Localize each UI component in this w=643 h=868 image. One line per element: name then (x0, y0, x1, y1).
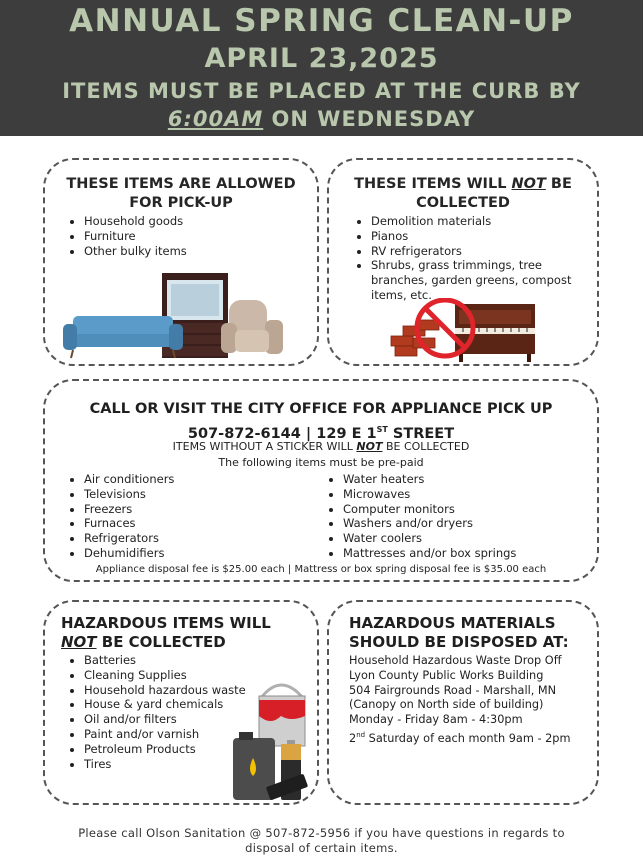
list-item: • Dehumidifiers (84, 546, 324, 561)
curb-notice-line1: ITEMS MUST BE PLACED AT THE CURB BY (62, 79, 581, 103)
disposal-building: Lyon County Public Works Building (349, 668, 544, 682)
title-not: NOT (511, 176, 546, 192)
hours-text: Saturday of each month 9am - 2pm (365, 731, 571, 745)
no-symbol-piano-bricks-icon (389, 298, 549, 364)
title-not: NOT (61, 633, 97, 651)
list-item: • RV refrigerators (371, 244, 597, 259)
city-phone: 507-872-6144 (187, 425, 301, 442)
allowed-list (67, 214, 314, 258)
address-text: 129 E 1 (316, 425, 377, 442)
list-item: • Cleaning Supplies (84, 668, 274, 683)
not-collected-title-line2: COLLECTED (416, 195, 510, 211)
hours-sup: nd (356, 730, 366, 739)
disposal-canopy-note: (Canopy on North side of building) (349, 698, 544, 712)
not-collected-title-line1 (329, 175, 597, 194)
list-item: • Oil and/or filters (84, 712, 274, 727)
allowed-title-line2: FOR PICK-UP (129, 195, 233, 211)
warning-text: ITEMS WITHOUT A STICKER WILL (172, 440, 357, 453)
list-item: • Mattresses and/or box springs (343, 546, 603, 561)
curb-time: 6:00AM (167, 107, 264, 131)
curb-notice-line2 (0, 106, 643, 132)
disposal-weekday-hours: Monday - Friday 8am - 4:30pm (349, 713, 523, 727)
hours-text: 2 (349, 731, 357, 745)
list-item: • Household goods (84, 214, 314, 229)
appliance-list-right (326, 472, 603, 561)
footer-note (0, 826, 643, 856)
prepaid-note: The following items must be pre-paid (218, 456, 424, 469)
list-item: • Furniture (84, 229, 314, 244)
event-date: APRIL 23,2025 (204, 43, 439, 74)
list-item: • Paint and/or varnish (84, 727, 274, 742)
allowed-items-box (43, 158, 319, 366)
allowed-title-line1: THESE ITEMS ARE ALLOWED (66, 176, 296, 192)
list-item: • House & yard chemicals (84, 697, 274, 712)
list-item: • Water heaters (343, 472, 603, 487)
list-item: • Shrubs, grass trimmings, tree branches, garden greens, compost items, etc. (371, 258, 597, 302)
disposal-facility: Household Hazardous Waste Drop Off (349, 654, 562, 667)
appliance-list-left (67, 472, 324, 561)
list-item: • Household hazardous waste (84, 683, 274, 698)
address-sup: ST (376, 425, 388, 434)
list-item: • Computer monitors (343, 502, 603, 517)
footer-line1: Please call Olson Sanitation @ 507-872-5956 if you have questions in regards to (78, 826, 565, 840)
list-item: • Televisions (84, 487, 324, 502)
list-item: • Refrigerators (84, 531, 324, 546)
warning-not: NOT (356, 440, 383, 453)
hazardous-containers-icon (231, 676, 321, 804)
title-text: BE (545, 176, 572, 192)
disposal-fee-note: Appliance disposal fee is $25.00 each | Mattress or box spring disposal fee is $35.00 each (95, 564, 547, 575)
disposal-title-line2: SHOULD BE DISPOSED AT: (349, 633, 569, 651)
header-banner (0, 0, 643, 136)
footer-line2: disposal of certain items. (245, 841, 398, 855)
separator: | (305, 425, 312, 442)
disposal-saturday-hours (349, 728, 570, 747)
page-title: ANNUAL SPRING CLEAN-UP (69, 3, 574, 39)
sticker-warning (45, 440, 597, 454)
address-text: STREET (387, 425, 455, 442)
curb-day: ON WEDNESDAY (263, 107, 476, 131)
list-item: • Tires (84, 757, 274, 772)
list-item: • Air conditioners (84, 472, 324, 487)
title-text: BE COLLECTED (96, 633, 226, 651)
list-item: • Pianos (371, 229, 597, 244)
disposal-location-box (327, 600, 599, 805)
list-item: • Freezers (84, 502, 324, 517)
warning-text: BE COLLECTED (382, 440, 470, 453)
list-item: • Water coolers (343, 531, 603, 546)
not-collected-box (327, 158, 599, 366)
title-text: THESE ITEMS WILL (354, 176, 512, 192)
not-collected-list (354, 214, 597, 303)
list-item: • Other bulky items (84, 244, 314, 259)
appliance-title: CALL OR VISIT THE CITY OFFICE FOR APPLIANCE PICK UP (89, 401, 553, 417)
list-item: • Demolition materials (371, 214, 597, 229)
list-item: • Microwaves (343, 487, 603, 502)
disposal-details (349, 654, 570, 747)
furniture-illustration-icon (59, 268, 299, 363)
appliance-pickup-box (43, 379, 599, 582)
disposal-title-line1: HAZARDOUS MATERIALS (349, 614, 556, 632)
list-item: • Washers and/or dryers (343, 516, 603, 531)
hazardous-title-line1: HAZARDOUS ITEMS WILL (61, 614, 271, 632)
list-item: • Batteries (84, 653, 274, 668)
hazardous-title-line2 (61, 633, 226, 652)
hazardous-items-box (43, 600, 319, 805)
list-item: • Petroleum Products (84, 742, 274, 757)
disposal-address: 504 Fairgrounds Road - Marshall, MN (349, 683, 557, 697)
list-item: • Furnaces (84, 516, 324, 531)
